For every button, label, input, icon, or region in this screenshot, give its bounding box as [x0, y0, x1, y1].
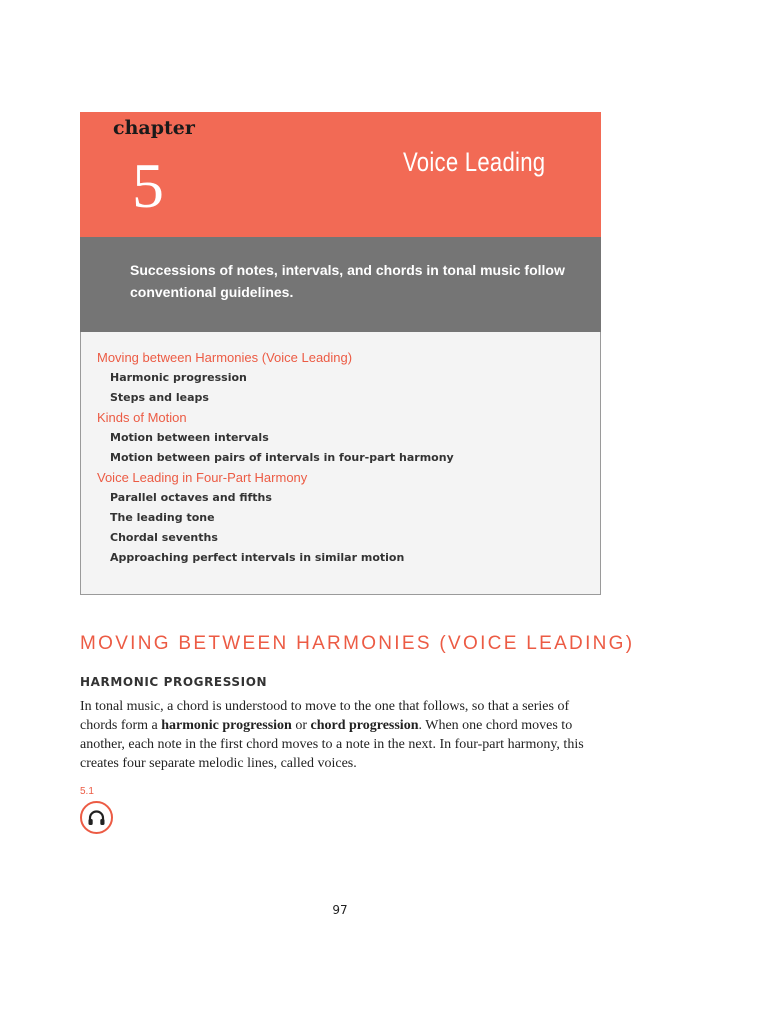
contents-item: Motion between intervals	[110, 431, 269, 444]
subsection-heading: HARMONIC PROGRESSION	[80, 675, 268, 689]
paragraph-text: . When one chord moves to another, each note in the first chord moves to a note in the next. In four-part harmony, this creates four separate melodic lines, called voices.	[80, 718, 584, 771]
chapter-title: Voice Leading	[403, 147, 546, 177]
chapter-label: chapter	[113, 117, 195, 139]
contents-item: Parallel octaves and fifths	[110, 491, 272, 504]
headphones-icon	[87, 809, 106, 826]
chapter-contents	[80, 332, 601, 595]
contents-item: The leading tone	[110, 511, 215, 524]
key-term: chord progression	[310, 718, 419, 733]
contents-item: Chordal sevenths	[110, 531, 218, 544]
paragraph-text: In tonal music, a chord is understood to move to the one that follows, so that a series of chords form a	[80, 699, 570, 733]
summary-text: Successions of notes, intervals, and chords in tonal music follow conventional guidelines.	[130, 262, 565, 300]
contents-section-heading: Kinds of Motion	[97, 410, 187, 425]
audio-play-button[interactable]	[80, 801, 113, 834]
page-number: 97	[332, 903, 348, 917]
contents-item: Motion between pairs of intervals in four-part harmony	[110, 451, 454, 464]
section-heading: MOVING BETWEEN HARMONIES (VOICE LEADING)	[80, 633, 635, 654]
chapter-number: 5	[132, 150, 164, 221]
body-paragraph	[80, 697, 605, 773]
chapter-header	[80, 112, 601, 237]
example-number: 5.1	[80, 786, 94, 797]
contents-item: Harmonic progression	[110, 371, 247, 384]
chapter-summary	[80, 237, 601, 332]
contents-section-heading: Voice Leading in Four-Part Harmony	[97, 470, 308, 485]
key-term: harmonic progression	[161, 718, 292, 733]
contents-item: Approaching perfect intervals in similar motion	[110, 551, 405, 564]
contents-section-heading: Moving between Harmonies (Voice Leading)	[97, 350, 353, 365]
contents-list	[97, 348, 454, 568]
paragraph-text: or	[291, 718, 311, 733]
contents-item: Steps and leaps	[110, 391, 209, 404]
